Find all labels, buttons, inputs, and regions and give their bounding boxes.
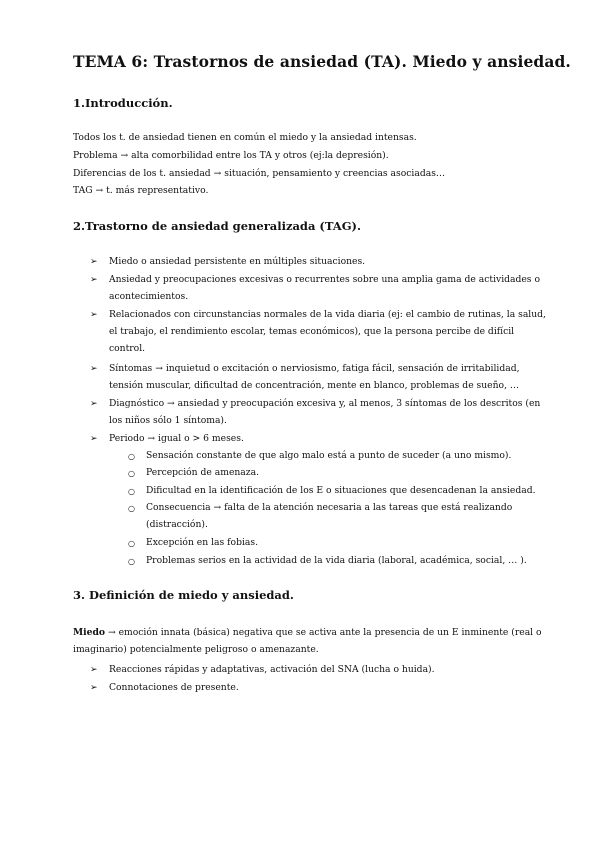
arrow-bullet-icon: ➢: [90, 274, 98, 285]
definition-term: Miedo: [73, 627, 106, 638]
section-2-heading: 2.Trastorno de ansiedad generalizada (TAG).: [73, 219, 361, 233]
sub-bullet-item: Percepción de amenaza.: [146, 467, 260, 478]
section-1-heading: 1.Introducción.: [73, 96, 173, 110]
sub-bullet-item: Excepción en las fobias.: [146, 537, 258, 548]
arrow-bullet-icon: ➢: [90, 433, 98, 444]
bullet-item: Connotaciones de presente.: [109, 682, 239, 693]
circle-bullet-icon: ○: [128, 504, 135, 513]
intro-line: Diferencias de los t. ansiedad → situación, pensamiento y creencias asociadas…: [73, 168, 446, 179]
arrow-bullet-icon: ➢: [90, 682, 98, 693]
section-3-heading: 3. Definición de miedo y ansiedad.: [73, 588, 294, 602]
definition-text: → emoción innata (básica) negativa que se activa ante la presencia de un E inminente (real o imaginario) potencialmente peligroso o amenazante.: [73, 627, 542, 655]
sub-bullet-item: Dificultad en la identificación de los E o situaciones que desencadenan la ansiedad.: [146, 485, 536, 496]
bullet-item: Reacciones rápidas y adaptativas, activación del SNA (lucha o huida).: [109, 664, 435, 675]
circle-bullet-icon: ○: [128, 539, 135, 548]
arrow-bullet-icon: ➢: [90, 309, 98, 320]
arrow-bullet-icon: ➢: [90, 363, 98, 374]
circle-bullet-icon: ○: [128, 487, 135, 496]
bullet-item: Periodo → igual o > 6 meses.: [109, 433, 244, 444]
arrow-bullet-icon: ➢: [90, 398, 98, 409]
circle-bullet-icon: ○: [128, 469, 135, 478]
intro-line: Todos los t. de ansiedad tienen en común el miedo y la ansiedad intensas.: [73, 132, 417, 143]
bullet-item: Ansiedad y preocupaciones excesivas o recurrentes sobre una amplia gama de actividades o acontecimientos.: [109, 274, 540, 302]
arrow-bullet-icon: ➢: [90, 256, 98, 267]
sub-bullet-item: Sensación constante de que algo malo está a punto de suceder (a uno mismo).: [146, 450, 512, 461]
intro-line: Problema → alta comorbilidad entre los TA y otros (ej:la depresión).: [73, 150, 389, 161]
bullet-item: Relacionados con circunstancias normales de la vida diaria (ej: el cambio de rutinas, la salud, el trabajo, el rendimiento escolar, temas económicos), que la persona percibe de difícil control.: [109, 309, 546, 354]
fear-definition: [73, 624, 553, 658]
bullet-item: Miedo o ansiedad persistente en múltiples situaciones.: [109, 256, 366, 267]
document-title: TEMA 6: Trastornos de ansiedad (TA). Miedo y ansiedad.: [73, 52, 571, 71]
bullet-item: Síntomas → inquietud o excitación o nerviosismo, fatiga fácil, sensación de irritabilidad, tensión muscular, dificultad de concentración, mente en blanco, problemas de sueño, …: [109, 363, 520, 391]
bullet-item: Diagnóstico → ansiedad y preocupación excesiva y, al menos, 3 síntomas de los descritos (en los niños sólo 1 síntoma).: [109, 398, 541, 426]
circle-bullet-icon: ○: [128, 452, 135, 461]
arrow-bullet-icon: ➢: [90, 664, 98, 675]
circle-bullet-icon: ○: [128, 557, 135, 566]
sub-bullet-item: Problemas serios en la actividad de la vida diaria (laboral, académica, social, … ).: [146, 555, 527, 566]
sub-bullet-item: Consecuencia → falta de la atención necesaria a las tareas que está realizando (distracción).: [146, 502, 513, 530]
intro-line: TAG → t. más representativo.: [73, 185, 209, 196]
